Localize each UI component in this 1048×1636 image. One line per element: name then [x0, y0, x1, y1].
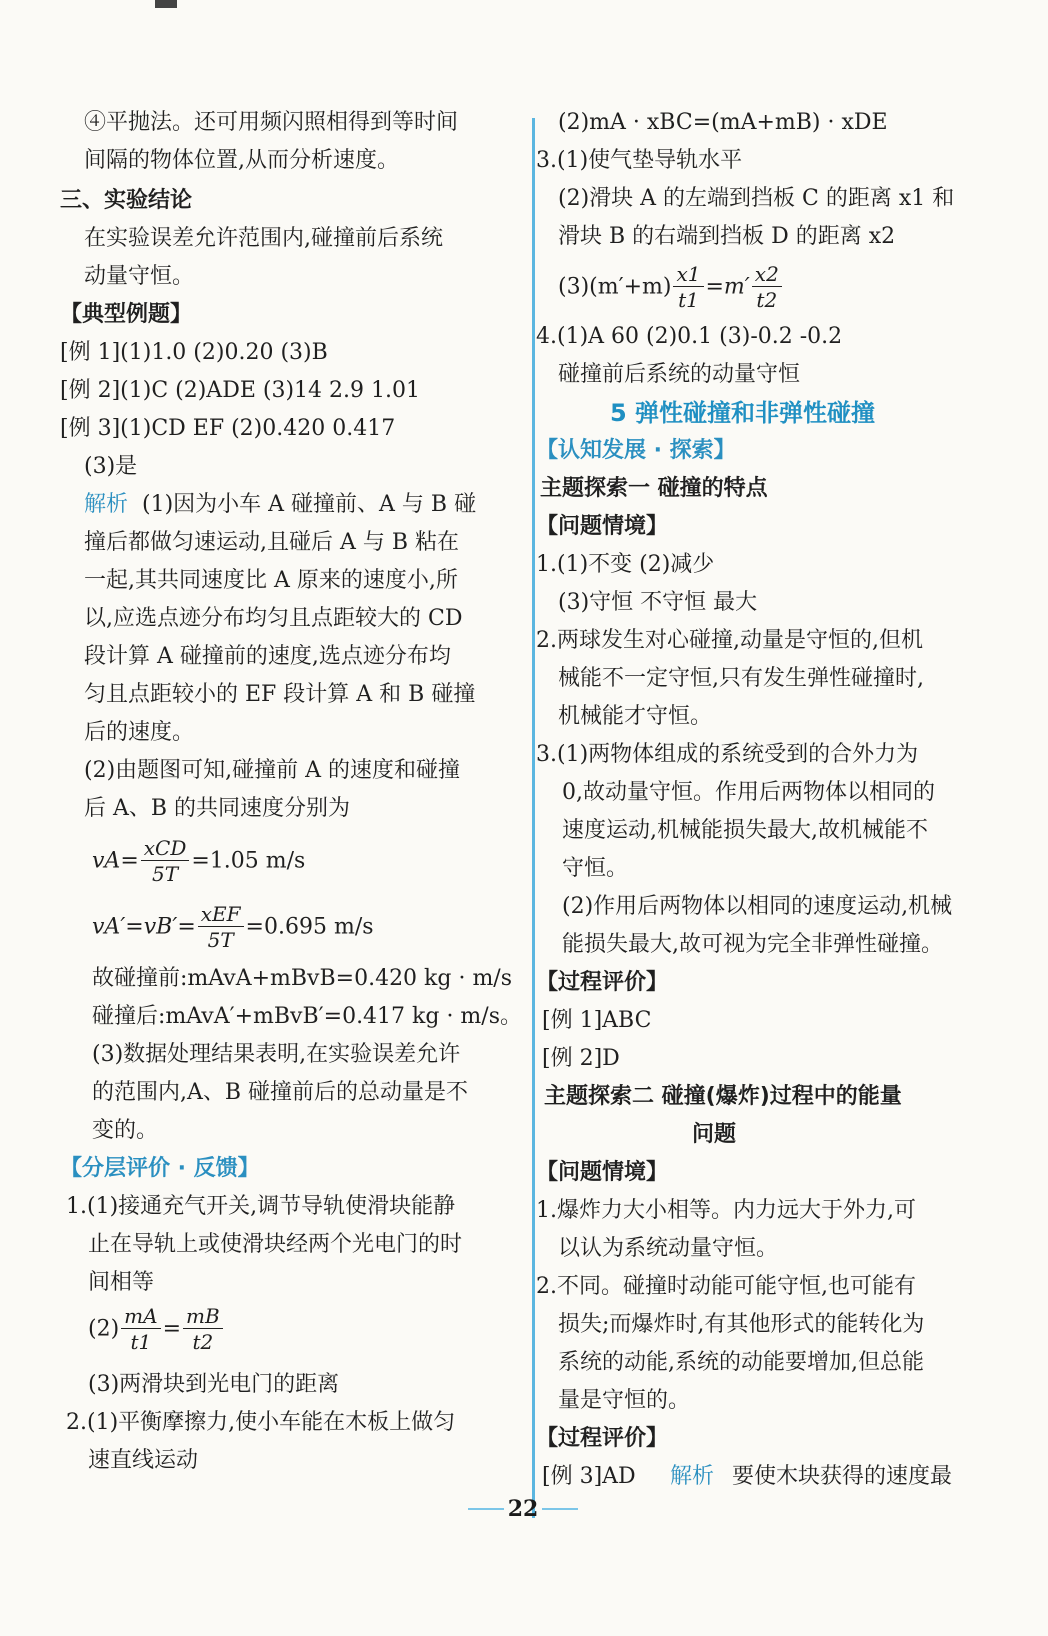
numerator: xCD: [141, 836, 190, 861]
page-number: [468, 1490, 578, 1530]
text-line-l9: [例 3](1)CD EF (2)0.420 0.417: [60, 416, 396, 441]
text-line-r4: 滑块 B 的右端到挡板 D 的距离 x2: [558, 224, 896, 249]
text-line-r19: 速度运动,机械能损失最大,故机械能不: [562, 818, 928, 843]
text-line-l23: 碰撞后:mAvA′+mBvB′=0.417 kg · m/s。: [92, 1004, 522, 1029]
text-line-r6: 4.(1)A 60 (2)0.1 (3)-0.2 -0.2: [536, 324, 843, 349]
text-line-r28: 【问题情境】: [536, 1160, 669, 1185]
text-line-r7: 碰撞前后系统的动量守恒: [558, 362, 801, 387]
denominator: 5T: [207, 928, 234, 952]
text-line-r33: 系统的动能,系统的动能要增加,但总能: [558, 1350, 924, 1375]
numerator: x1: [673, 262, 703, 287]
formula-va-lhs: vA=: [92, 848, 139, 874]
text-line-l13: 一起,其共同速度比 A 原来的速度小,所: [84, 568, 458, 593]
top-edge-mark: [155, 0, 177, 8]
text-line-r27: 问题: [692, 1122, 737, 1147]
fraction: [121, 1304, 160, 1355]
text-line-l32: (3)两滑块到光电门的距离: [88, 1372, 340, 1397]
formula-va-rhs: =1.05 m/s: [191, 848, 306, 874]
text-line-r10: 主题探索一 碰撞的特点: [540, 476, 768, 501]
text-line-l16: 匀且点距较小的 EF 段计算 A 和 B 碰撞: [84, 682, 476, 707]
text-line-r21: (2)作用后两物体以相同的速度运动,机械: [562, 894, 953, 919]
text-line-r8: 5 弹性碰撞和非弹性碰撞: [610, 399, 876, 427]
equals-sign: =: [162, 1316, 182, 1342]
text-line-r30: 以认为系统动量守恒。: [558, 1236, 779, 1261]
text-line-r25: [例 2]D: [542, 1046, 620, 1071]
denominator: t1: [130, 1330, 152, 1354]
denominator: t2: [756, 288, 778, 312]
formula-r5: [558, 262, 784, 316]
text-line-l2: 间隔的物体位置,从而分析速度。: [84, 148, 399, 173]
formula-r5-prefix: (3)(m′+m): [558, 274, 672, 300]
text-line-r14: 2.两球发生对心碰撞,动量是守恒的,但机: [536, 628, 923, 653]
text-line-l12: 撞后都做匀速运动,且碰后 A 与 B 粘在: [84, 530, 460, 555]
fraction: [183, 1304, 223, 1355]
formula-va-prime: [92, 902, 374, 952]
text-line-l15: 段计算 A 碰撞前的速度,选点迹分布均: [84, 644, 451, 669]
text-line-r22: 能损失最大,故可视为完全非弹性碰撞。: [562, 932, 943, 957]
text-line-l17: 后的速度。: [84, 720, 195, 745]
text-line-l4: 在实验误差允许范围内,碰撞前后系统: [84, 226, 443, 251]
fraction: [673, 262, 703, 313]
text-line-l6: 【典型例题】: [60, 302, 193, 327]
text-line-l30: 间相等: [88, 1270, 155, 1295]
formula-r5-mid: =m′: [705, 274, 750, 300]
text-line-l34: 速直线运动: [88, 1448, 199, 1473]
text-line-l11b: (1)因为小车 A 碰撞前、A 与 B 碰: [142, 492, 477, 517]
formula-vap-lhs: vA′=vB′=: [92, 914, 196, 940]
formula-va: [92, 836, 305, 886]
fraction: [752, 262, 782, 313]
text-line-l8: [例 2](1)C (2)ADE (3)14 2.9 1.01: [60, 378, 421, 403]
ornament-left: [468, 1508, 504, 1510]
text-line-r32: 损失;而爆炸时,有其他形式的能转化为: [558, 1312, 925, 1337]
page-number-text: 22: [507, 1496, 539, 1522]
text-line-r26: 主题探索二 碰撞(爆炸)过程中的能量: [544, 1084, 902, 1109]
denominator: t1: [678, 288, 699, 312]
text-line-l1: ④平抛法。还可用频闪照相得到等时间: [84, 110, 459, 135]
text-line-l29: 止在导轨上或使滑块经两个光电门的时: [88, 1232, 463, 1257]
denominator: t2: [192, 1330, 214, 1354]
numerator: x2: [752, 262, 782, 287]
text-line-l28: 1.(1)接通充气开关,调节导轨使滑块能静: [66, 1194, 456, 1219]
text-line-r29: 1.爆炸力大小相等。内力远大于外力,可: [536, 1198, 916, 1223]
text-line-r23: 【过程评价】: [536, 970, 669, 995]
text-line-r18: 0,故动量守恒。作用后两物体以相同的: [562, 780, 935, 805]
text-line-r20: 守恒。: [562, 856, 629, 881]
text-line-r36a: [例 3]AD: [542, 1464, 636, 1489]
text-line-l26: 变的。: [92, 1118, 159, 1143]
text-line-l22: 故碰撞前:mAvA+mBvB=0.420 kg · m/s: [92, 966, 513, 991]
text-line-r9: 【认知发展 · 探索】: [536, 438, 736, 463]
text-line-l5: 动量守恒。: [84, 264, 195, 289]
text-line-l10: (3)是: [84, 454, 138, 479]
text-line-r1: (2)mA · xBC=(mA+mB) · xDE: [558, 110, 888, 135]
text-line-l3: 三、实验结论: [60, 188, 193, 213]
text-line-r24: [例 1]ABC: [542, 1008, 652, 1033]
numerator: mA: [121, 1304, 160, 1329]
column-divider: [532, 118, 535, 1518]
ornament-right: [542, 1508, 578, 1510]
text-line-r12: 1.(1)不变 (2)减少: [536, 552, 715, 577]
text-line-r13: (3)守恒 不守恒 最大: [558, 590, 758, 615]
text-line-r34: 量是守恒的。: [558, 1388, 691, 1413]
text-line-r16: 机械能才守恒。: [558, 704, 713, 729]
text-line-r36c: 要使木块获得的速度最: [732, 1464, 953, 1489]
text-line-l19: 后 A、B 的共同速度分别为: [84, 796, 351, 821]
numerator: mB: [183, 1304, 223, 1329]
text-line-r31: 2.不同。碰撞时动能可能守恒,也可能有: [536, 1274, 916, 1299]
text-line-l24: (3)数据处理结果表明,在实验误差允许: [92, 1042, 461, 1067]
text-line-r36b: 解析: [670, 1464, 715, 1489]
formula-q2: [88, 1304, 225, 1360]
text-line-l7: [例 1](1)1.0 (2)0.20 (3)B: [60, 340, 328, 365]
text-line-l33: 2.(1)平衡摩擦力,使小车能在木板上做匀: [66, 1410, 456, 1435]
text-line-r11: 【问题情境】: [536, 514, 669, 539]
fraction: [141, 836, 190, 887]
text-line-r15: 械能不一定守恒,只有发生弹性碰撞时,: [558, 666, 924, 691]
text-line-r35: 【过程评价】: [536, 1426, 669, 1451]
text-line-r3: (2)滑块 A 的左端到挡板 C 的距离 x1 和: [558, 186, 955, 211]
text-line-l18: (2)由题图可知,碰撞前 A 的速度和碰撞: [84, 758, 461, 783]
text-line-l25: 的范围内,A、B 碰撞前后的总动量是不: [92, 1080, 469, 1105]
formula-q2-prefix: (2): [88, 1316, 120, 1342]
denominator: 5T: [152, 862, 179, 886]
fraction: [198, 902, 244, 953]
text-line-r2: 3.(1)使气垫导轨水平: [536, 148, 743, 173]
numerator: xEF: [198, 902, 244, 927]
text-line-l11a: 解析: [84, 492, 129, 517]
formula-vap-rhs: =0.695 m/s: [245, 914, 374, 940]
text-line-r17: 3.(1)两物体组成的系统受到的合外力为: [536, 742, 919, 767]
text-line-l14: 以,应选点迹分布均匀且点距较大的 CD: [84, 606, 463, 631]
text-line-l27: 【分层评价 · 反馈】: [60, 1156, 260, 1181]
